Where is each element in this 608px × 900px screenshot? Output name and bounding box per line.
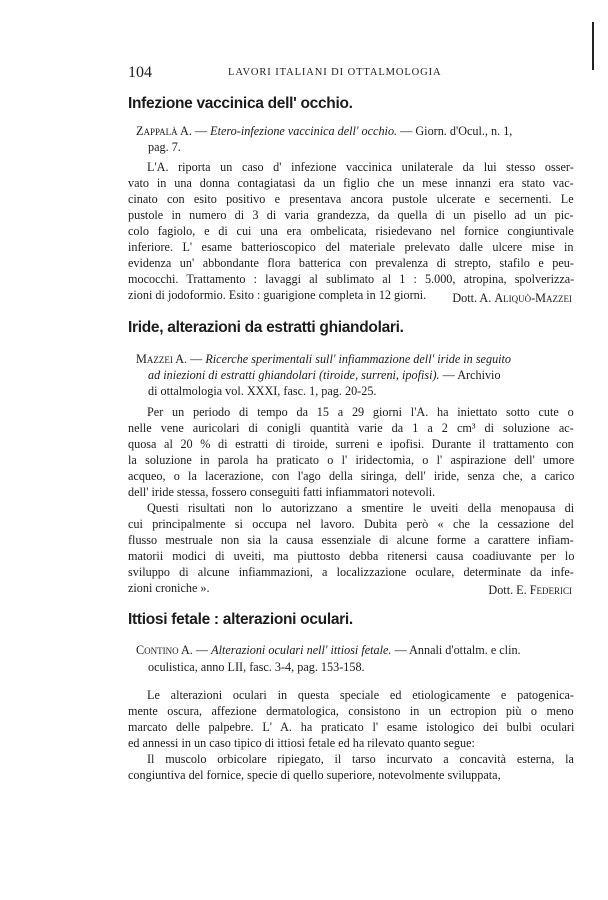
section-heading: Ittiosi fetale : alterazioni oculari. [128, 611, 353, 628]
body-line: L'A. riporta un caso d' infezione vaccinica unilaterale da lui stesso osser- [147, 160, 574, 174]
body-line: Il muscolo orbicolare ripiegato, il tarso incurvato a concavità esterna, la [147, 752, 574, 766]
citation-author: Contino [136, 643, 179, 657]
citation-author: Mazzei [136, 352, 173, 366]
section-heading: Iride, alterazioni da estratti ghiandolari. [128, 319, 404, 336]
body-line: zioni croniche ». [128, 581, 210, 595]
body-line: nelle vene auricolari di conigli quantità varie da 1 a 2 cm³ di soluzione ac- [128, 421, 574, 435]
citation-line: Zappalà A. — Etero-infezione vaccinica dell' occhio. — Giorn. d'Ocul., n. 1, [136, 124, 513, 138]
citation-author: Zappalà [136, 124, 178, 138]
citation-line: di ottalmologia vol. XXXI, fasc. 1, pag. 20-25. [148, 384, 377, 398]
body-line: flusso mestruale non sia la causa essenziale di alcune forme a carattere infiam- [128, 533, 574, 547]
author-signature: Dott. E. Federici [488, 583, 572, 597]
page-edge-mark [592, 22, 594, 70]
body-line: Questi risultati non lo autorizzano a smentire le uveiti della menopausa di [147, 501, 575, 515]
body-line: acqueo, o la lacerazione, con l'ago della siringa, dell' iride, senza che, a carico [128, 469, 575, 483]
running-header [128, 64, 574, 82]
body-line: mococchi. Trattamento : lavaggi al sublimato al 1 : 5.000, atropina, spolverizza- [128, 272, 575, 286]
body-line: Le alterazioni oculari in questa speciale ed etiologicamente e patogenica- [147, 688, 574, 702]
citation-line: oculistica, anno LII, fasc. 3-4, pag. 153-158. [148, 660, 365, 674]
body-line: sviluppo di alcune infiammazioni, a localizzazione oculare, determinate da infe- [128, 565, 574, 579]
body-line: zioni di jodoformio. Esito : guarigione completa in 12 giorni. [128, 288, 427, 302]
body-line: inferiore. L' esame batterioscopico del materiale prelevato dalle ulcere mise in [128, 240, 574, 254]
citation-line: Contino A. — Alterazioni oculari nell' ittiosi fetale. — Annali d'ottalm. e clin. [136, 643, 521, 657]
body-line: cinato con esito positivo e presentava ancora pustole ulcerate e secernenti. Le [128, 192, 574, 206]
body-line: pustole in numero di 3 di varia grandezza, da quella di un pisello ad un pic- [128, 208, 574, 222]
body-line: colo fagiolo, e di cui una era ombelicata, risiedevano nel fornice congiuntivale [128, 224, 574, 238]
body-line: vato in una donna contagiatasi da un figlio che un mese innanzi era stato vac- [128, 176, 574, 190]
body-line: ed annessi in un caso tipico di ittiosi fetale ed ha rilevato quanto segue: [128, 736, 475, 750]
author-signature: Dott. A. Aliquò-Mazzei [452, 291, 572, 305]
body-line: marcato delle palpebre. L' A. ha praticato l' esame istologico dei bulbi oculari [128, 720, 575, 734]
body-line: Per un periodo di tempo da 15 a 29 giorni l'A. ha iniettato sotto cute o [147, 405, 574, 419]
citation-line: Mazzei A. — Ricerche sperimentali sull' infiammazione dell' iride in seguito [136, 352, 512, 366]
citation-title: Etero-infezione vaccinica dell' occhio. [210, 124, 398, 138]
body-line: congiuntiva del fornice, specie di quello superiore, notevolmente sviluppata, [128, 768, 501, 782]
body-line: quosa al 20 % di estratti di tiroide, surreni e ipofisi. Durante il trattamento con [128, 437, 574, 451]
citation-title: Alterazioni oculari nell' ittiosi fetale. [211, 643, 392, 657]
journal-title: LAVORI ITALIANI DI OTTALMOLOGIA [228, 67, 442, 78]
body-line: evidenza un' abbondante flora batterica con prevalenza di strepto, stafilo e peu- [128, 256, 574, 270]
body-line: matorii modici di uveiti, ma piuttosto debba ritenersi causa coadiuvante per lo [128, 549, 575, 563]
citation-line: ad iniezioni di estratti ghiandolari (tiroide, surreni, ipofisi). — Archivio [148, 368, 501, 382]
body-line: mente oscura, affezione dermatologica, consistono in un ectropion più o meno [128, 704, 574, 718]
citation-line: pag. 7. [148, 140, 181, 154]
section-heading: Infezione vaccinica dell' occhio. [128, 95, 353, 112]
citation-title: Ricerche sperimentali sull' infiammazione dell' iride in seguito [205, 352, 512, 366]
body-line: la soluzione in parola ha praticato o l' iridectomia, o l' aspirazione dell' umore [128, 453, 575, 467]
body-line: cui principalmente si occupa nel lavoro. Dubita però « che la cessazione del [128, 517, 574, 531]
body-line: dell' iride stessa, fossero conseguiti fatti infiammatori notevoli. [128, 485, 436, 499]
page-number: 104 [128, 64, 152, 81]
